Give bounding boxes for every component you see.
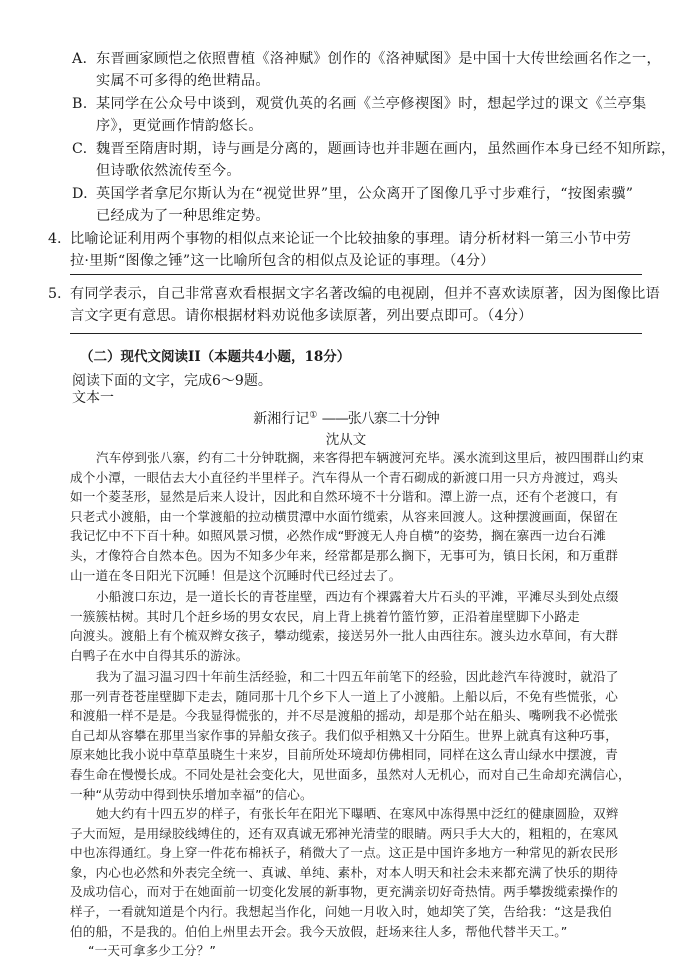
text-label: 文本一 bbox=[72, 390, 114, 406]
article-title-main: 新湘行记 bbox=[253, 411, 310, 427]
article-paragraph-3: 我为了温习温习四十年前生活经验，和二十四五年前笔下的经验，因此趁汽车待渡时，就沿了 那一列青苍苍崖壁脚下走去，随同那十几个乡下人一道上了小渡船。上船以后，不免有些慌张，心 和渡船一样不是是。今我显得慌张的，并不尽是渡船的摇动，却是那个站在船头、嘴咧我不必慌张 自己却从容攀在那里当家作事的异船女孩子。我们似乎相熟又十分陌生。世界上就真有这种巧事， 原来她比我小说中草草虽晓生十来岁，目前所处环境却仿佛相同，同样在这么青山绿水中摆渡，青 春生命在慢慢长成。不同处是社会变化大，见世面多，虽然对人无机心，而对自己生命却充满信心， 一种“从劳动中得到快乐增加幸福”的信心。 bbox=[70, 669, 631, 802]
section-heading: （二）现代文阅读II（本题共4小题，18分） bbox=[80, 349, 351, 365]
section-intro: 阅读下面的文字，完成6～9题。 bbox=[72, 373, 272, 389]
question-4-line-2: 拉·里斯“图像之锤”这一比喻所包含的相似点及论证的事理。（4分） bbox=[70, 253, 495, 269]
option-b: B. 某同学在公众号中谈到，观赏仇英的名画《兰亭修禊图》时，想起学过的课文《兰亭集 bbox=[72, 96, 647, 112]
option-a: A. 东晋画家顾恺之依照曹植《洛神赋》创作的《洛神赋图》是中国十大传世绘画名作之一， bbox=[72, 51, 662, 67]
option-c: C. 魏晋至隋唐时期，诗与画是分离的，题画诗也并非题在画内，虽然画作本身已经不知所踪， bbox=[72, 141, 676, 157]
question-4-number: 4. bbox=[48, 231, 62, 247]
answer-line-q4 bbox=[70, 274, 642, 275]
article-paragraph-4: 她大约有十四五岁的样子，有张长年在阳光下曝晒、在寒风中冻得黑中泛红的健康圆脸，双辫 子大而短，是用绿胶线缚住的，还有双真诚无邪神光清莹的眼睛。两只手大大的，粗粗的，在寒风 中也冻得通红。身上穿一件花布棉袄子，稍微大了一点。这正是中国许多地方一种常见的新农民形 象，内心也必然和外表完全统一、真诚、单纯、素朴，对本人明天和社会未来都充满了快乐的期待 及成功信心，而对于在她面前一切变化发展的新事物，更充满亲切好奇热情。两手攀拨缆索操作的 样子，一看就知道是个内行。我想起当作化，问她一月收入时，她却笑了笑，告给我：“这是我伯 伯的船，不是我的。伯伯上州里去开会。我今天放假，赶场来往人多，帮他代替半天工。” bbox=[70, 806, 619, 939]
article-paragraph-1: 汽车停到张八寨，约有二十分钟耽搁，来客得把车辆渡河充毕。溪水流到这里后，被四围群山约束 成个小潭，一眼估去大小直径约半里样子。汽车得从一个青石砌成的新渡口用一只方舟渡过，鸡头 如一个菱茎形，显然是后来人设计，因此和自然环境不十分谐和。潭上游一点，还有个老渡口，有 只老式小渡船，由一个掌渡船的拉动横贯潭中水面竹缆索，从容来回渡人。这种摆渡画面，保留在 我记忆中不下百十种。如照风景习惯，必然作成“野渡无人舟自横”的姿势，搁在寨西一边台石滩 头，才像符合自然本色。因为不知多少年来，经常都是那么搁下，无事可为，镇日长闲，和万重群 山一道在冬日阳光下沉睡！但是这个沉睡时代已经过去了。 bbox=[70, 450, 644, 583]
question-4-line-1: 比喻论证利用两个事物的相似点来论证一个比较抽象的事理。请分析材料一第三小节中劳 bbox=[70, 231, 632, 247]
option-d-cont: 已经成为了一种思维定势。 bbox=[96, 208, 270, 224]
option-a-cont: 实属不可多得的绝世精品。 bbox=[96, 73, 270, 89]
option-b-cont: 序》，更觉画作情韵悠长。 bbox=[96, 118, 263, 134]
article-subtitle: ——张八寨二十分钟 bbox=[321, 411, 439, 427]
footnote-marker: ① bbox=[309, 410, 318, 421]
article-author: 沈从文 bbox=[325, 432, 367, 448]
article-paragraph-5: “一天可拿多少工分？” bbox=[88, 943, 217, 958]
option-c-cont: 但诗歌依然流传至今。 bbox=[96, 163, 241, 179]
option-d: D. 英国学者拿尼尔斯认为在“视觉世界”里，公众离开了图像几乎寸步难行，“按图索骥” bbox=[72, 186, 634, 202]
article-title bbox=[0, 408, 692, 428]
question-5-line-2: 言文字更有意思。请你根据材料劝说他多读原著，列出要点即可。（4分） bbox=[70, 308, 533, 324]
answer-line-q5 bbox=[70, 333, 642, 334]
question-5-number: 5. bbox=[48, 286, 62, 302]
article-paragraph-2: 小船渡口东边，是一道长长的青苍崖壁，西边有个裸露着大片石头的平滩，平滩尽头到处点缀 一簇簇枯树。其时几个赶乡场的男女农民，肩上背上挑着竹篮竹箩，正沿着崖壁脚下小路走 向渡头。渡船上有个梳双辫女孩子，攀动缆索，接送另外一批人由西往东。渡头边水草间，有大群 白鸭子在水中自得其乐的游泳。 bbox=[70, 589, 619, 663]
question-5-line-1: 有同学表示，自己非常喜欢看根据文字名著改编的电视剧，但并不喜欢读原著，因为图像比语 bbox=[70, 286, 660, 302]
